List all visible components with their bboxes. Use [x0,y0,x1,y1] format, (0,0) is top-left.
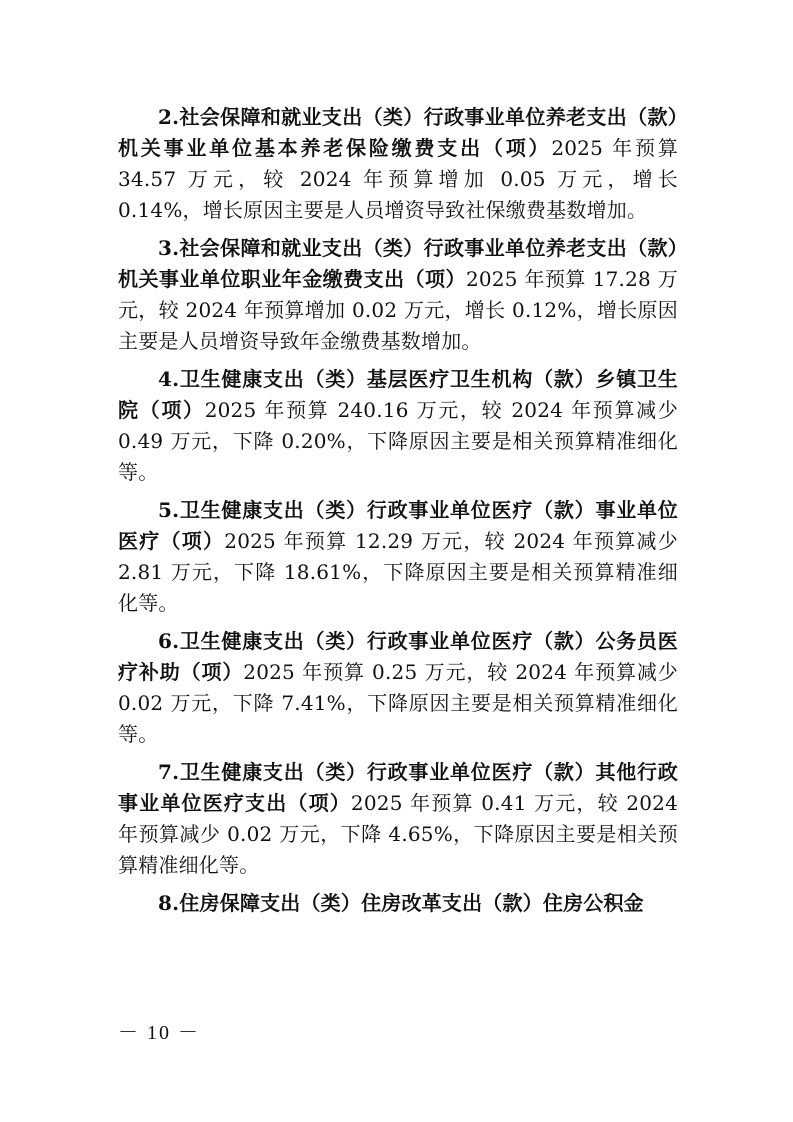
body-content [118,102,678,926]
paragraph-item-4 [118,364,678,488]
paragraph-item-8 [118,888,678,919]
paragraph-heading: 6.卫生健康支出（类）行政事业单位医疗（款）公务员医疗补助（项） [118,629,678,684]
paragraph-text: 2025 年预算 17.28 万元，较 2024 年预算增加 0.02 万元，增长 0.12%，增长原因主要是人员增资导致年金缴费基数增加。 [118,267,678,353]
paragraph-heading: 8.住房保障支出（类）住房改革支出（款）住房公积金 [158,891,644,915]
page-number: － 10 － [118,1022,200,1044]
paragraph-heading: 2.社会保障和就业支出（类）行政事业单位养老支出（款）机关事业单位基本养老保险缴费支出（项） [118,105,678,160]
paragraph-heading: 7.卫生健康支出（类）行政事业单位医疗（款）其他行政事业单位医疗支出（项） [118,760,678,815]
paragraph-text: 2025 年预算 0.41 万元，较 2024 年预算减少 0.02 万元，下降 4.65%，下降原因主要是相关预算精准细化等。 [118,791,678,877]
paragraph-text: 2025 年预算 12.29 万元，较 2024 年预算减少 2.81 万元，下降 18.61%，下降原因主要是相关预算精准细化等。 [118,529,679,615]
paragraph-heading: 5.卫生健康支出（类）行政事业单位医疗（款）事业单位医疗（项） [118,498,678,553]
paragraph-item-6 [118,626,678,750]
paragraph-heading: 4.卫生健康支出（类）基层医疗卫生机构（款）乡镇卫生院（项） [118,367,678,422]
paragraph-heading: 3.社会保障和就业支出（类）行政事业单位养老支出（款）机关事业单位职业年金缴费支出（项） [118,236,678,291]
paragraph-text: 2025 年预算 34.57 万元，较 2024 年预算增加 0.05 万元，增长 0.14%，增长原因主要是人员增资导致社保缴费基数增加。 [118,136,678,222]
paragraph-item-7 [118,757,678,881]
paragraph-item-2 [118,102,678,226]
paragraph-item-3 [118,233,678,357]
paragraph-text: 2025 年预算 0.25 万元，较 2024 年预算减少 0.02 万元，下降 7.41%，下降原因主要是相关预算精准细化等。 [118,660,678,746]
paragraph-item-5 [118,495,678,619]
paragraph-text: 2025 年预算 240.16 万元，较 2024 年预算减少 0.49 万元，下降 0.20%，下降原因主要是相关预算精准细化等。 [118,398,678,484]
